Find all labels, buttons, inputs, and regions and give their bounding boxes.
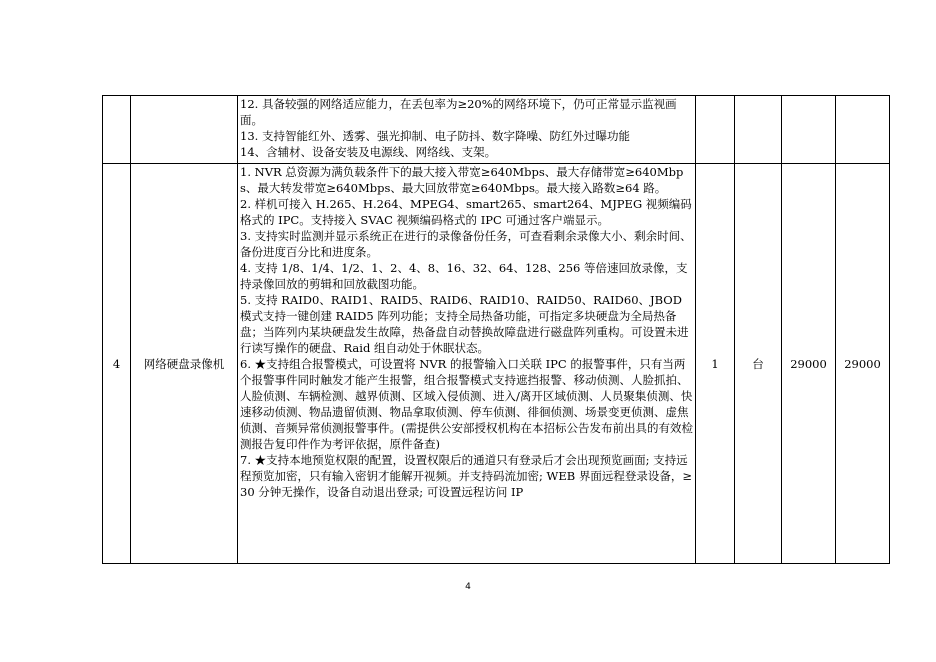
cell-unit [735,96,782,164]
spec-line: 4. 支持 1/8、1/4、1/2、1、2、4、8、16、32、64、128、256 等倍速回放录像，支持录像回放的剪辑和回放截图功能。 [240,261,688,291]
cell-name [131,96,238,164]
cell-total-price: 29000 [836,164,890,564]
spec-line: 6. ★支持组合报警模式，可设置将 NVR 的报警输入口关联 IPC 的报警事件，只有当两个报警事件同时触发才能产生报警，组合报警模式支持遮挡报警、移动侦测、人脸抓拍、人脸侦测、车辆检测、越界侦测、区域入侵侦测、进入/离开区域侦测、人员聚集侦测、快速移动侦测、物品遗留侦测、物品拿取侦测、停车侦测、徘徊侦测、场景变更侦测、虚焦侦测、音频异常侦测报警事件。(需提供公安部授权机构在本招标公告发布前出具的有效检测报告复印件作为考评依据，原件备查) [240,357,693,451]
cell-quantity: 1 [696,164,735,564]
table-row-continued [103,96,890,164]
cell-index [103,96,131,164]
table-row-nvr [103,164,890,564]
cell-description [238,96,696,164]
spec-line: 13. 支持智能红外、透雾、强光抑制、电子防抖、数字降噪、防红外过曝功能 [240,129,630,143]
spec-line: 7. ★支持本地预览权限的配置，设置权限后的通道只有登录后才会出现预览画面; 支持远程预览加密，只有输入密钥才能解开视频。并支持码流加密; WEB 界面远程登录设备，≥30 分钟无操作，设备自动退出登录; 可设置远程访问 IP [240,453,692,499]
cell-description [238,164,696,564]
spec-line: 12. 具备较强的网络适应能力，在丢包率为≥20%的网络环境下，仍可正常显示监视画面。 [240,97,677,127]
cell-unit-price [782,96,836,164]
cell-quantity [696,96,735,164]
cell-unit: 台 [735,164,782,564]
cell-index: 4 [103,164,131,564]
cell-name: 网络硬盘录像机 [131,164,238,564]
spec-line: 5. 支持 RAID0、RAID1、RAID5、RAID6、RAID10、RAID50、RAID60、JBOD 模式支持一键创建 RAID5 阵列功能；支持全局热备功能，可指定多块硬盘为全局热备盘；当阵列内某块硬盘发生故障，热备盘自动替换故障盘进行磁盘阵列重构。可设置未进行读写操作的硬盘、Raid 组自动处于休眠状态。 [240,293,689,355]
page-number: 4 [465,582,471,592]
spec-line: 1. NVR 总资源为满负载条件下的最大接入带宽≥640Mbps、最大存储带宽≥640Mbps、最大转发带宽≥640Mbps、最大回放带宽≥640Mbps。最大接入路数≥64 路。 [240,165,684,195]
spec-line: 2. 样机可接入 H.265、H.264、MPEG4、smart265、smart264、MJPEG 视频编码格式的 IPC。支持接入 SVAC 视频编码格式的 IPC 可通过客户端显示。 [240,197,692,227]
spec-line: 3. 支持实时监测并显示系统正在进行的录像备份任务，可查看剩余录像大小、剩余时间、备份进度百分比和进度条。 [240,229,692,259]
cell-unit-price: 29000 [782,164,836,564]
spec-line: 14、含辅材、设备安装及电源线、网络线、支架。 [240,145,497,159]
spec-table [102,95,890,564]
cell-total-price [836,96,890,164]
